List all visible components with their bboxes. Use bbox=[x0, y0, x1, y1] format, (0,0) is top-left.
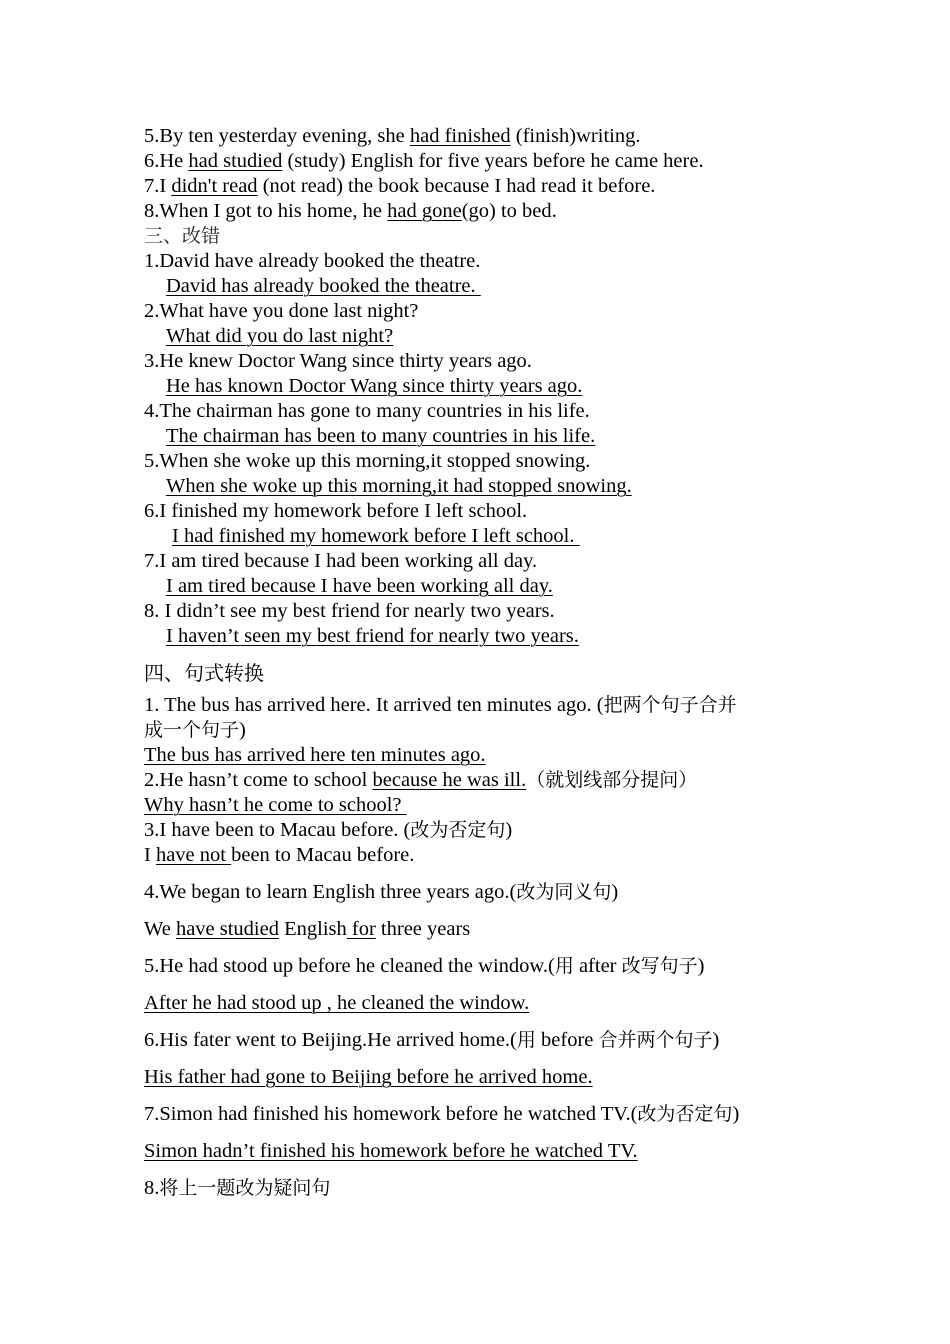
fill-item-5: 5.By ten yesterday evening, she had finished (finish)writing. bbox=[144, 125, 641, 147]
transform-question-8: 8.将上一题改为疑问句 bbox=[144, 1177, 331, 1199]
correction-answer: David has already booked the theatre. bbox=[166, 275, 481, 297]
correction-answer: I am tired because I have been working all day. bbox=[166, 575, 553, 597]
answer: Simon hadn’t finished his homework before he watched TV. bbox=[144, 1140, 638, 1162]
answer: had studied bbox=[188, 150, 283, 172]
correction-question: 2.What have you done last night? bbox=[144, 300, 419, 322]
correction-question: 5.When she woke up this morning,it stopped snowing. bbox=[144, 450, 591, 472]
transform-question-1: 1. The bus has arrived here. It arrived ten minutes ago. (把两个句子合并 成一个句子) The bus has arrived here ten minutes ago. bbox=[144, 694, 737, 766]
answer: His father had gone to Beijing before he arrived home. bbox=[144, 1066, 593, 1088]
answer: Why hasn’t he come to school? bbox=[144, 794, 407, 816]
transform-question-6: 6.His fater went to Beijing.He arrived home.(用 before 合并两个句子) His father had gone to Beijing before he arrived home. bbox=[144, 1029, 720, 1088]
transform-question-3: 3.I have been to Macau before. (改为否定句) I have not been to Macau before. bbox=[144, 819, 513, 866]
section-heading-transformation: 四、句式转换 bbox=[144, 661, 264, 685]
correction-question: 6.I finished my homework before I left school. bbox=[144, 500, 528, 522]
correction-question: 3.He knew Doctor Wang since thirty years ago. bbox=[144, 350, 532, 372]
correction-answer: What did you do last night? bbox=[166, 325, 394, 347]
correction-answer: The chairman has been to many countries in his life. bbox=[166, 425, 596, 447]
transform-question-7: 7.Simon had finished his homework before he watched TV.(改为否定句) Simon hadn’t finished his homework before he watched TV. bbox=[144, 1103, 740, 1162]
correction-answer: I haven’t seen my best friend for nearly two years. bbox=[166, 625, 579, 647]
answer: didn't read bbox=[171, 175, 258, 197]
answer: After he had stood up , he cleaned the window. bbox=[144, 992, 530, 1014]
correction-answer: He has known Doctor Wang since thirty years ago. bbox=[166, 375, 583, 397]
answer: had finished bbox=[409, 125, 511, 147]
transform-question-5: 5.He had stood up before he cleaned the window.(用 after 改写句子) After he had stood up , he cleaned the window. bbox=[144, 955, 705, 1014]
fill-item-6: 6.He had studied (study) English for five years before he came here. bbox=[144, 150, 704, 172]
fill-item-8: 8.When I got to his home, he had gone(go) to bed. bbox=[144, 200, 557, 222]
correction-question: 8. I didn’t see my best friend for nearly two years. bbox=[144, 600, 555, 622]
transform-question-4: 4.We began to learn English three years ago.(改为同义句) We have studied English for three years bbox=[144, 881, 619, 940]
correction-question: 4.The chairman has gone to many countries in his life. bbox=[144, 400, 590, 422]
correction-answer: When she woke up this morning,it had stopped snowing. bbox=[166, 475, 632, 497]
correction-question: 1.David have already booked the theatre. bbox=[144, 250, 481, 272]
answer: had gone bbox=[387, 200, 462, 222]
correction-answer: I had finished my homework before I left school. bbox=[172, 525, 580, 547]
section-heading-correction: 三、改错 bbox=[144, 225, 221, 247]
correction-question: 7.I am tired because I had been working all day. bbox=[144, 550, 538, 572]
answer: The bus has arrived here ten minutes ago. bbox=[144, 744, 486, 766]
fill-item-7: 7.I didn't read (not read) the book because I had read it before. bbox=[144, 175, 656, 197]
worksheet-page bbox=[144, 124, 824, 1201]
transform-question-2: 2.He hasn’t come to school because he was ill.（就划线部分提问） Why hasn’t he come to school? bbox=[144, 769, 698, 816]
